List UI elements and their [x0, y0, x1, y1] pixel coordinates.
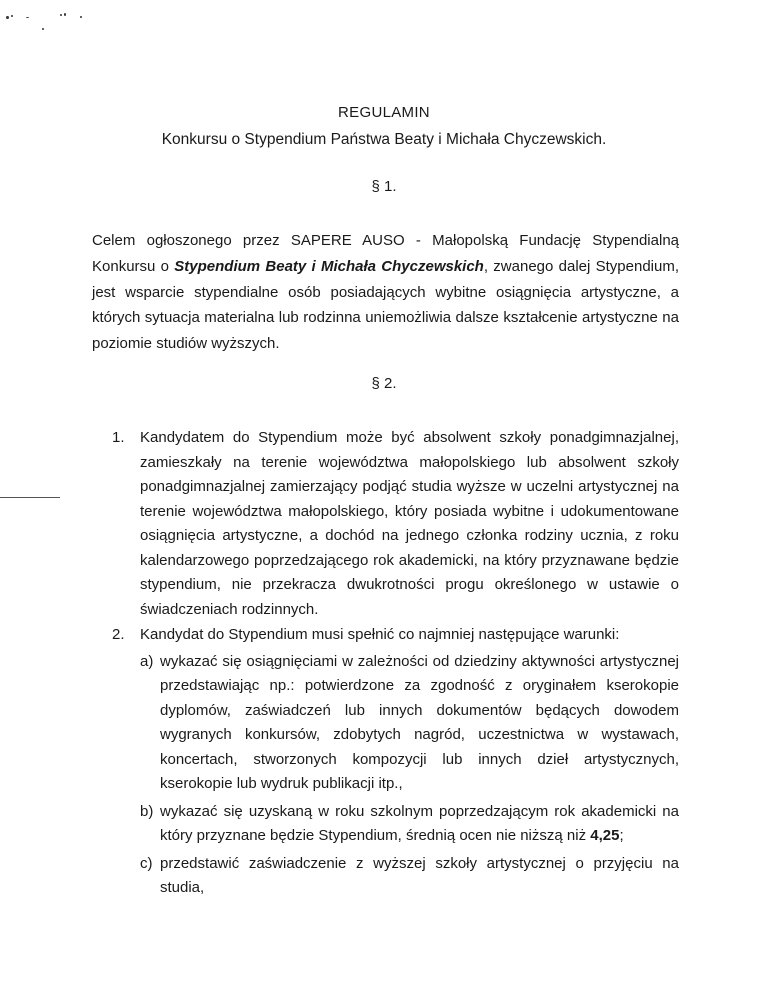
- sub-list-item-letter: b): [140, 802, 154, 820]
- section-2-heading: § 2.: [371, 375, 397, 392]
- scan-speck: [26, 17, 29, 18]
- scan-speck: [60, 14, 62, 16]
- list-item-text: Kandydat do Stypendium musi spełnić co najmniej następujące warunki:: [140, 626, 620, 643]
- sub-list-item-text: [160, 800, 679, 849]
- list-item: [112, 623, 679, 901]
- scan-mark: [0, 497, 60, 498]
- list-item-number: 1.: [112, 429, 125, 446]
- list-item-number: 2.: [112, 626, 125, 643]
- section-1-text-before: Celem ogłoszonego przez SAPERE AUSO - Małopolską Fundację Stypendialną Konkursu o: [92, 232, 679, 275]
- sub-list-item-text-before: wykazać się uzyskaną w roku szkolnym poprzedzającym rok akademicki na który przyznane będzie Stypendium, średnią ocen nie niższą niż: [160, 802, 679, 844]
- scan-speck: [6, 16, 9, 19]
- scan-speck: [42, 28, 44, 30]
- document-subtitle: Konkursu o Stypendium Państwa Beaty i Michała Chyczewskich.: [161, 131, 607, 148]
- section-2-list: [112, 426, 679, 901]
- section-1-paragraph: [92, 228, 679, 357]
- sub-list-item-text: wykazać się osiągnięciami w zależności od dziedziny aktywności artystycznej przedstawiając np.: potwierdzone za zgodność z oryginałem kserokopie dyplomów, zaświadczeń lub innych dokumentów będących dowodem wygranych konkursów, zdobytych nagród, uczestnictwa w wystawach, koncertach, stworzonych kompozycji lub innych dzieł artystycznych, kserokopie lub wydruk publikacji itp.,: [160, 652, 679, 792]
- sub-list-item-letter: a): [140, 652, 154, 670]
- sub-list-item-letter: c): [140, 854, 153, 872]
- sub-list-item: [140, 852, 679, 901]
- sub-list-item: [140, 650, 679, 797]
- sub-list: [140, 650, 679, 901]
- scan-speck: [80, 16, 82, 18]
- list-item-text: Kandydatem do Stypendium może być absolwent szkoły ponadgimnazjalnej, zamieszkały na terenie województwa małopolskiego lub absolwent szkoły ponadgimnazjalnej zamierzający podjąć studia wyższe w uczelni artystycznej na terenie województwa małopolskiego, który posiada wybitne i udokumentowane osiągnięcia artystyczne, a dochód na jednego członka rodziny ucznia, z roku kalendarzowego poprzedzającego rok akademicki, na który przyznawane będzie stypendium, nie przekracza dwukrotności progu określonego w ustawie o świadczeniach rodzinnych.: [140, 429, 679, 618]
- section-1-text-bold: Stypendium Beaty i Michała Chyczewskich: [174, 257, 484, 275]
- sub-list-item: [140, 800, 679, 849]
- sub-list-item-text: przedstawić zaświadczenie z wyższej szkoły artystycznej o przyjęciu na studia,: [160, 854, 679, 896]
- scan-speck: [64, 13, 66, 16]
- sub-list-item-text-bold: 4,25: [590, 827, 620, 844]
- document-title: REGULAMIN: [338, 104, 430, 121]
- list-item: [112, 426, 679, 622]
- sub-list-item-text-after: ;: [619, 827, 624, 844]
- section-1-heading: § 1.: [371, 178, 397, 195]
- scan-speck: [11, 15, 13, 17]
- section-1-text-after: , zwanego dalej Stypendium, jest wsparcie stypendialne osób posiadających wybitne osiągnięcia artystyczne, a których sytuacja materialna lub rodzinna uniemożliwia dalsze kształcenie artystyczne na poziomie studiów wyższych.: [92, 257, 679, 353]
